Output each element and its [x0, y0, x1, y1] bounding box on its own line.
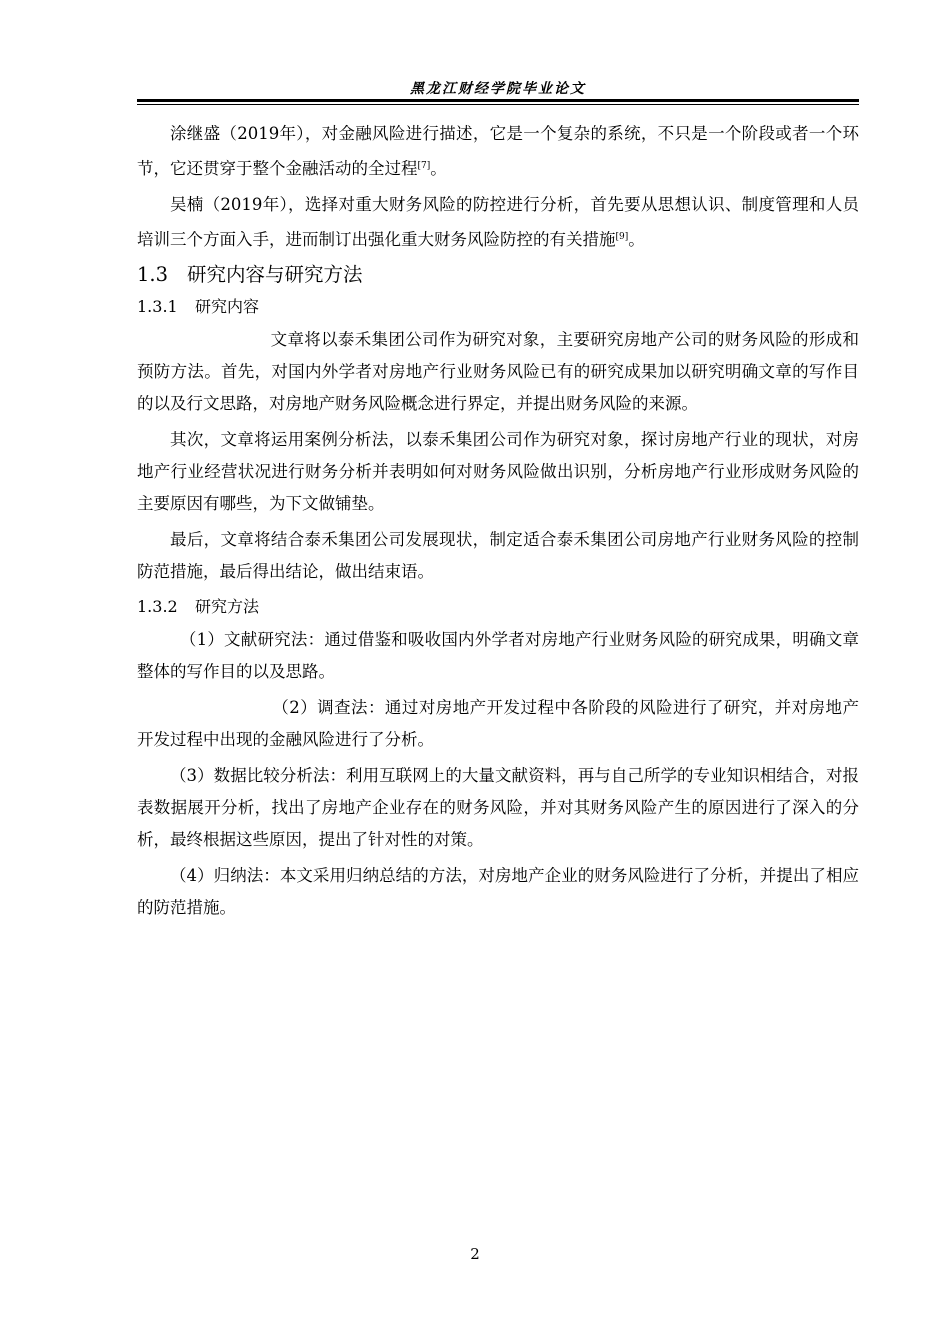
header-rule-thick: [137, 99, 859, 102]
page-number: 2: [470, 1245, 480, 1263]
citation-7: [7]: [417, 161, 431, 171]
paragraph-tu-jisheng: 涂继盛（2019年），对金融风险进行描述，它是一个复杂的系统，不只是一个阶段或者一个环节，它还贯穿于整个金融活动的全过程[7]。: [137, 124, 859, 178]
citation-9: [9]: [615, 232, 629, 242]
page-header-title: 黑龙江财经学院毕业论文: [410, 81, 586, 97]
subsection-title: 研究方法: [195, 597, 260, 616]
header-rule-thin: [137, 104, 859, 105]
research-content-paragraph-3: 最后，文章将结合泰禾集团公司发展现状，制定适合泰禾集团公司房地产行业财务风险的控制防范措施，最后得出结论，做出结束语。: [137, 530, 859, 581]
subsection-number: 1.3.1: [137, 297, 178, 316]
subsection-number: 1.3.2: [137, 597, 178, 616]
body-content: [137, 118, 859, 928]
subsection-heading-1-3-2: [137, 592, 859, 622]
method-survey: （2）调查法：通过对房地产开发过程中各阶段的风险进行了研究，并对房地产开发过程中出现的金融风险进行了分析。: [137, 698, 859, 749]
research-content-paragraph-2: 其次，文章将运用案例分析法，以泰禾集团公司作为研究对象，探讨房地产行业的现状，对房地产行业经营状况进行财务分析并表明如何对财务风险做出识别，分析房地产行业形成财务风险的主要原因有哪些，为下文做铺垫。: [137, 430, 859, 513]
method-induction: （4）归纳法：本文采用归纳总结的方法，对房地产企业的财务风险进行了分析，并提出了相应的防范措施。: [137, 866, 859, 917]
subsection-title: 研究内容: [195, 297, 260, 316]
research-content-paragraph-1: 文章将以泰禾集团公司作为研究对象，主要研究房地产公司的财务风险的形成和预防方法。首先，对国内外学者对房地产行业财务风险已有的研究成果加以研究明确文章的写作目的以及行文思路，对房地产财务风险概念进行界定，并提出财务风险的来源。: [137, 330, 859, 413]
section-heading-1-3: [137, 260, 859, 290]
section-title: 研究内容与研究方法: [187, 263, 363, 286]
subsection-heading-1-3-1: [137, 292, 859, 322]
paragraph-wu-nan: 吴楠（2019年），选择对重大财务风险的防控进行分析，首先要从思想认识、制度管理和人员培训三个方面入手，进而制订出强化重大财务风险防控的有关措施[9]。: [137, 195, 859, 249]
method-literature-research: （1）文献研究法：通过借鉴和吸收国内外学者对房地产行业财务风险的研究成果，明确文章整体的写作目的以及思路。: [137, 630, 859, 681]
method-data-comparison: （3）数据比较分析法：利用互联网上的大量文献资料，再与自己所学的专业知识相结合，对报表数据展开分析，找出了房地产企业存在的财务风险，并对其财务风险产生的原因进行了深入的分析，最终根据这些原因，提出了针对性的对策。: [137, 766, 859, 849]
section-number: 1.3: [137, 263, 169, 286]
